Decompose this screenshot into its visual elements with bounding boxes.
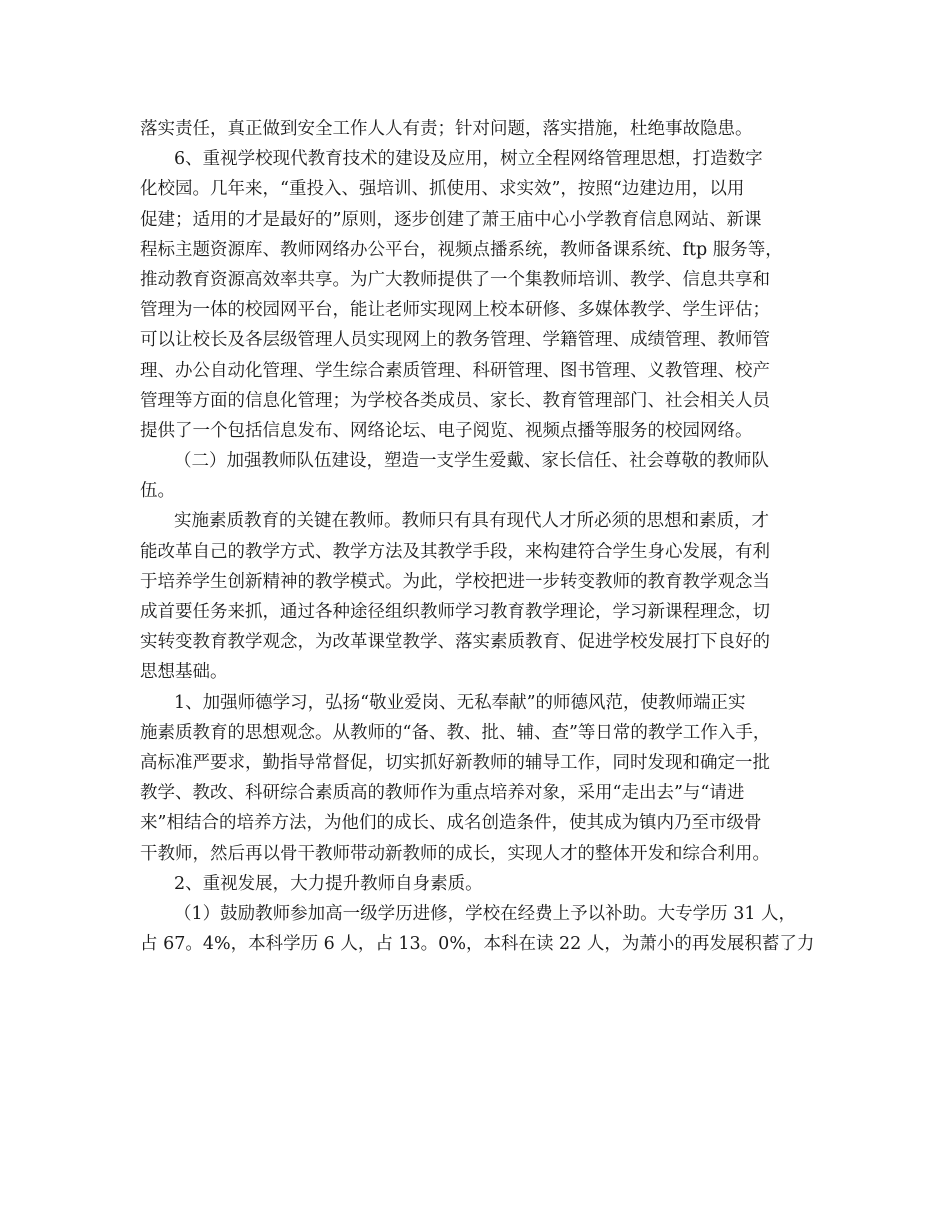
paragraph-teacher-ethics bbox=[140, 688, 823, 869]
text-line: （1）鼓励教师参加高一级学历进修，学校在经费上予以补助。大专学历 31 人， bbox=[174, 903, 797, 924]
text-line: 伍。 bbox=[140, 481, 175, 502]
text-line: 2、重视发展，大力提升教师自身素质。 bbox=[174, 873, 483, 894]
text-line: 提供了一个包括信息发布、网络论坛、电子阅览、视频点播等服务的校园网络。 bbox=[140, 420, 753, 441]
paragraph-development-heading bbox=[140, 869, 823, 899]
text-line: 思想基础。 bbox=[140, 662, 228, 683]
document-body bbox=[140, 114, 823, 959]
text-line: 成首要任务来抓，通过各种途径组织教师学习教育教学理论，学习新课程理念，切 bbox=[140, 602, 770, 622]
paragraph-degree-study bbox=[140, 899, 823, 959]
text-line: （二）加强教师队伍建设，塑造一支学生爱戴、家长信任、社会尊敬的教师队 bbox=[174, 451, 769, 472]
text-line: 可以让校长及各层级管理人员实现网上的教务管理、学籍管理、成绩管理、教师管 bbox=[140, 330, 770, 351]
paragraph-safety-continuation bbox=[140, 114, 823, 144]
text-line: 施素质教育的思想观念。从教师的“备、教、批、辅、查”等日常的教学工作入手， bbox=[140, 722, 771, 743]
text-line: 来”相结合的培养方法，为他们的成长、成名创造条件，使其成为镇内乃至市级骨 bbox=[140, 813, 762, 834]
text-line: 6、重视学校现代教育技术的建设及应用，树立全程网络管理思想，打造数字 bbox=[174, 149, 763, 170]
text-line: 于培养学生创新精神的教学模式。为此，学校把进一步转变教师的教育教学观念当 bbox=[140, 571, 770, 592]
paragraph-digital-campus bbox=[140, 144, 823, 446]
text-line: 促建；适用的才是最好的”原则，逐步创建了萧王庙中心小学教育信息网站、新课 bbox=[140, 209, 762, 230]
text-line: 程标主题资源库、教师网络办公平台，视频点播系统，教师备课系统、ftp 服务等， bbox=[140, 239, 783, 260]
text-line: 化校园。几年来，“重投入、强培训、抓使用、求实效”，按照“边建边用，以用 bbox=[140, 179, 745, 200]
text-line: 管理等方面的信息化管理；为学校各类成员、家长、教育管理部门、社会相关人员 bbox=[140, 390, 770, 411]
text-line: 理、办公自动化管理、学生综合素质管理、科研管理、图书管理、义教管理、校产 bbox=[140, 360, 770, 381]
text-line: 高标准严要求，勤指导常督促，切实抓好新教师的辅导工作，同时发现和确定一批 bbox=[140, 752, 770, 773]
text-line: 占 67。4%，本科学历 6 人，占 13。0%，本科在读 22 人，为萧小的再发展积蓄了力 bbox=[140, 934, 815, 955]
section-heading-teacher-team bbox=[140, 446, 823, 506]
paragraph-key-is-teachers bbox=[140, 506, 823, 687]
text-line: 能改革自己的教学方式、教学方法及其教学手段，来构建符合学生身心发展，有利 bbox=[140, 541, 770, 562]
text-line: 落实责任，真正做到安全工作人人有责；针对问题，落实措施，杜绝事故隐患。 bbox=[140, 119, 753, 139]
text-line: 实转变教育教学观念，为改革课堂教学、落实素质教育、促进学校发展打下良好的 bbox=[140, 632, 770, 653]
text-line: 1、加强师德学习，弘扬“敬业爱岗、无私奉献”的师德风范，使教师端正实 bbox=[174, 692, 746, 713]
text-line: 推动教育资源高效率共享。为广大教师提供了一个集教师培训、教学、信息共享和 bbox=[140, 269, 770, 290]
text-line: 管理为一体的校园网平台，能让老师实现网上校本研修、多媒体教学、学生评估； bbox=[140, 300, 770, 321]
text-line: 实施素质教育的关键在教师。教师只有具有现代人才所必须的思想和素质，才 bbox=[174, 511, 769, 532]
text-line: 干教师，然后再以骨干教师带动新教师的成长，实现人才的整体开发和综合利用。 bbox=[140, 843, 770, 864]
text-line: 教学、教改、科研综合素质高的教师作为重点培养对象，采用“走出去”与“请进 bbox=[140, 783, 745, 804]
